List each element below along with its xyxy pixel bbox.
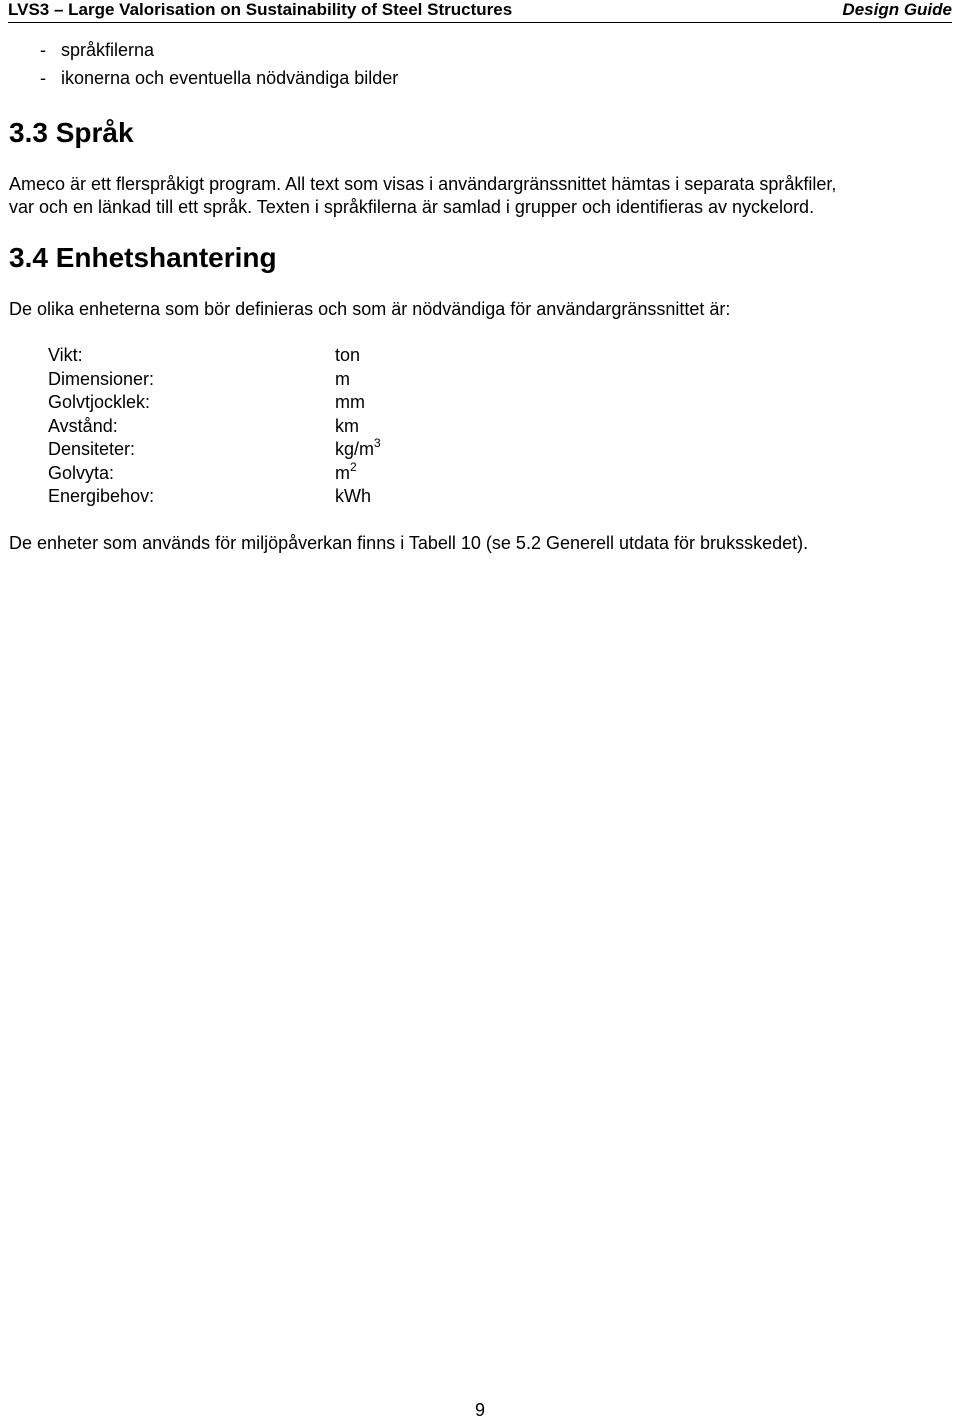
- unit-label: Avstånd:: [48, 415, 118, 436]
- unit-value: km: [335, 415, 359, 436]
- paragraph-line: var och en länkad till ett språk. Texten i språkfilerna är samlad i grupper och identifieras av nyckelord.: [9, 197, 815, 217]
- unit-label: Golvyta:: [48, 462, 115, 483]
- section-heading-3-4: 3.4 Enhetshantering: [9, 242, 277, 273]
- unit-value: $kg/m^3$: [335, 436, 381, 459]
- paragraph-line: Ameco är ett flerspråkigt program. All text som visas i användargränssnittet hämtas i separata språkfiler,: [9, 174, 837, 194]
- units-intro: De olika enheterna som bör definieras och som är nödvändiga för användargränssnittet är:: [9, 299, 731, 319]
- units-closing: De enheter som används för miljöpåverkan finns i Tabell 10 (se 5.2 Generell utdata för bruksskedet).: [9, 533, 809, 553]
- unit-label: Vikt:: [48, 345, 83, 365]
- unit-label: Densiteter:: [48, 439, 136, 459]
- unit-value: kWh: [335, 486, 371, 506]
- list-item-text: språkfilerna: [61, 40, 155, 60]
- guide-label: Design Guide: [842, 0, 952, 19]
- page-number: 9: [474, 1400, 485, 1420]
- unit-value: $m^2$: [335, 459, 357, 483]
- list-item: [40, 38, 398, 66]
- bullet-dash: -: [40, 40, 46, 60]
- bullet-dash: -: [40, 68, 46, 88]
- unit-value: ton: [335, 345, 361, 365]
- unit-value: mm: [335, 392, 365, 412]
- unit-label: Golvtjocklek:: [48, 392, 151, 412]
- document-title: LVS3 – Large Valorisation on Sustainability of Steel Structures: [8, 0, 513, 19]
- bullet-list: [40, 38, 398, 94]
- unit-label: Energibehov:: [48, 486, 155, 506]
- unit-label: Dimensioner:: [48, 368, 155, 389]
- list-item: [40, 66, 398, 94]
- section-heading-3-3: 3.3 Språk: [9, 117, 134, 148]
- list-item-text: ikonerna och eventuella nödvändiga bilder: [61, 68, 399, 88]
- page-header: [8, 0, 952, 23]
- unit-value: m: [335, 368, 350, 389]
